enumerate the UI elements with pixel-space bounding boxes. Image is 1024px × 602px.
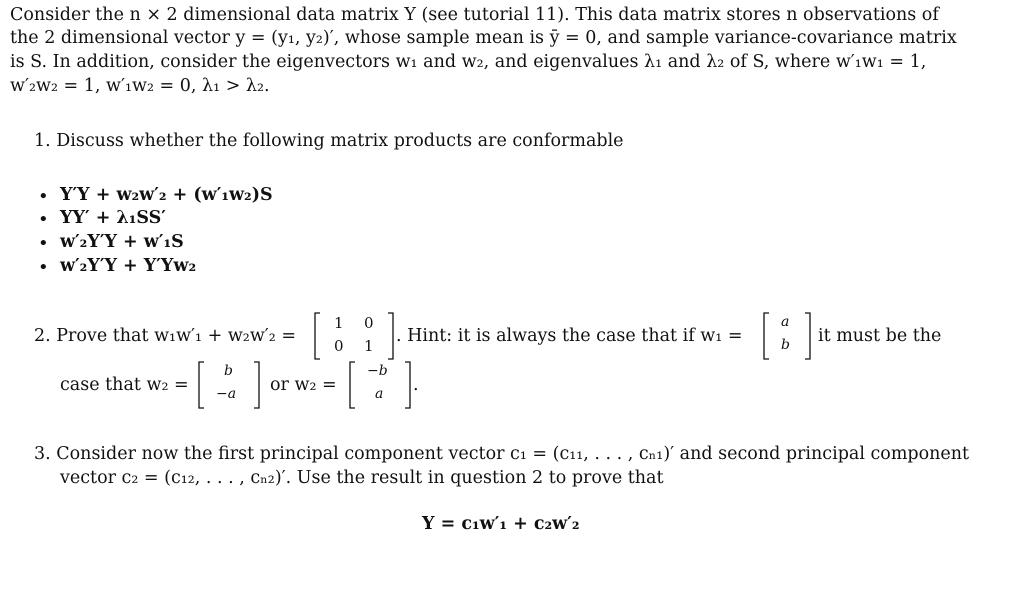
matrix-cell: 1 [364,337,374,355]
matrix-w2-option-a [198,361,260,409]
intro-line-4: w′₂w₂ = 1, w′₁w₂ = 0, λ₁ > λ₂. [10,76,270,96]
matrix-w2-option-b [349,361,411,409]
q2-hint: . Hint: it is always the case that if w₁ = [396,326,743,346]
bullet-icon: • [38,257,49,278]
matrix-cell: −b [367,363,388,379]
q3-line-2: vector c₂ = (c₁₂, . . . , cₙ₂)′. Use the result in question 2 to prove that [60,468,664,488]
q2-line2-prefix: case that w₂ = [60,375,189,395]
matrix-identity [314,312,394,360]
bullet-icon: • [38,233,49,254]
matrix-cell: b [781,337,790,353]
q1-item-1: Y′Y + w₂w′₂ + (w′₁w₂)S [60,185,273,205]
q3-line-1: 3. Consider now the first principal component vector c₁ = (c₁₁, . . . , cₙ₁)′ and second principal component [34,444,970,464]
intro-line-1: Consider the n × 2 dimensional data matrix Y (see tutorial 11). This data matrix stores n observations of [10,5,939,25]
matrix-cell: −a [216,386,237,402]
matrix-cell: 1 [334,314,344,332]
matrix-cell: 0 [364,314,374,332]
matrix-w1 [763,312,811,360]
intro-line-3: is S. In addition, consider the eigenvectors w₁ and w₂, and eigenvalues λ₁ and λ₂ of S, where w′₁w₁ = 1, [10,52,927,72]
q2-end: . [413,375,419,395]
matrix-cell: 0 [334,337,344,355]
q2-prefix: 2. Prove that w₁w′₁ + w₂w′₂ = [34,326,297,346]
intro-line-2: the 2 dimensional vector y = (y₁, y₂)′, whose sample mean is ȳ = 0, and sample variance-covariance matrix [10,28,957,48]
q2-post: it must be the [818,326,942,346]
matrix-cell: b [224,363,233,379]
matrix-cell: a [781,314,790,330]
q3-equation: Y = c₁w′₁ + c₂w′₂ [422,514,580,534]
bullet-icon: • [38,186,49,207]
bullet-icon: • [38,209,49,230]
q1-item-4: w′₂Y′Y + Y′Yw₂ [60,256,197,276]
q1-item-3: w′₂Y′Y + w′₁S [60,232,184,252]
q1-item-2: YY′ + λ₁SS′ [60,208,166,228]
question-1-text: 1. Discuss whether the following matrix products are conformable [34,131,624,151]
matrix-cell: a [375,386,384,402]
q2-or: or w₂ = [270,375,337,395]
